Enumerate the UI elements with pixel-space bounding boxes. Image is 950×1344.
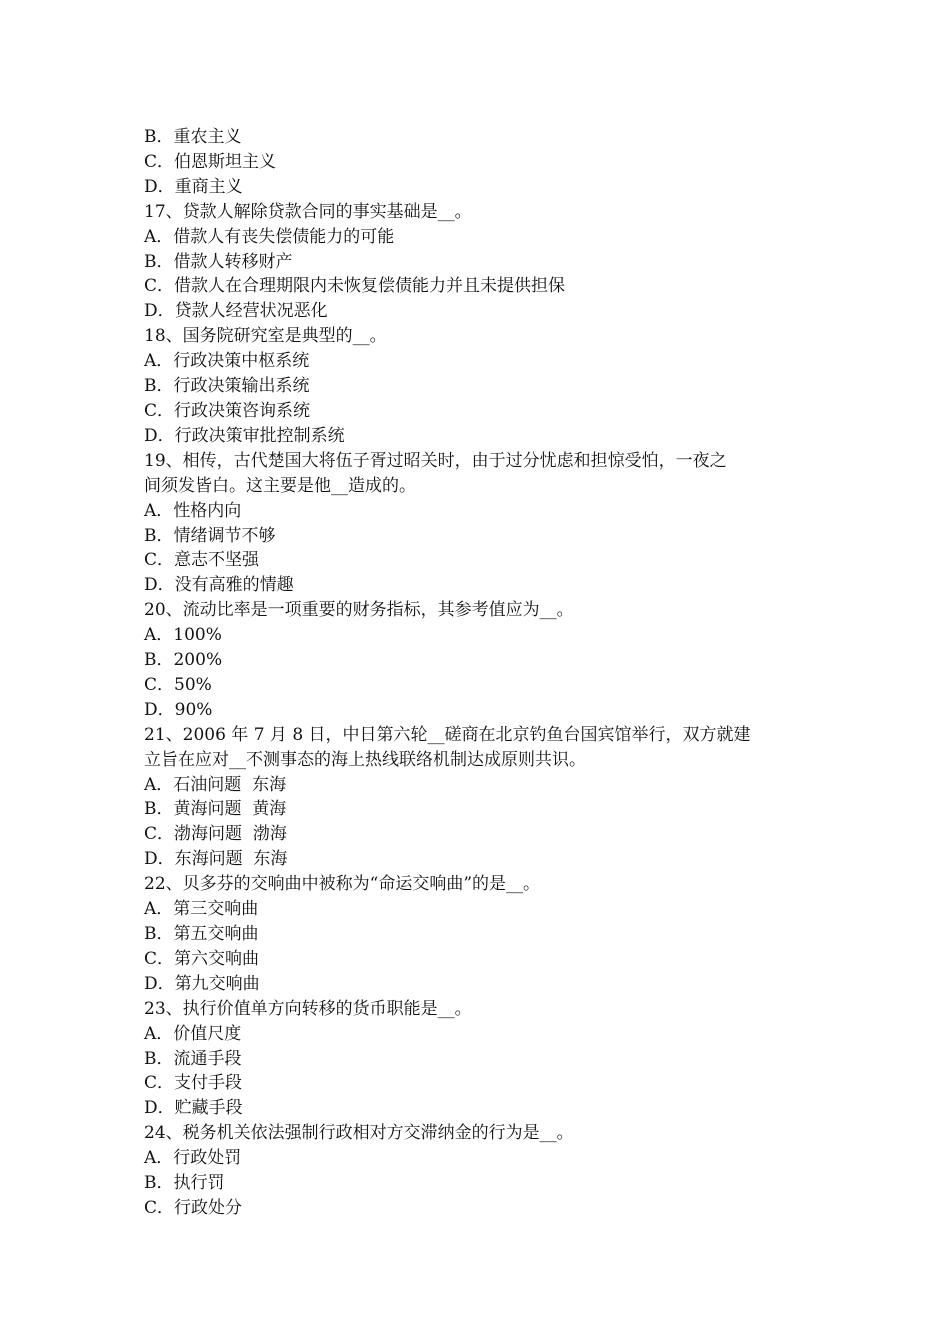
text-line: C．意志不坚强 (144, 550, 260, 571)
question-line: 19、相传，古代楚国大将伍子胥过昭关时，由于过分忧虑和担惊受怕，一夜之 (144, 450, 727, 471)
text-line: D．行政决策审批控制系统 (144, 425, 345, 446)
text-line: A．石油问题 东海 (144, 774, 287, 795)
text-line: A．借款人有丧失偿债能力的可能 (144, 226, 395, 247)
text-line: D．东海问题 东海 (144, 849, 288, 870)
text-line: B．第五交响曲 (144, 924, 259, 944)
text-line: B．黄海问题 黄海 (144, 799, 287, 820)
question-line: 22、贝多芬的交响曲中被称为“命运交响曲”的是__。 (144, 874, 541, 895)
text-line: A．性格内向 (144, 500, 242, 521)
question-line: 17、贷款人解除贷款合同的事实基础是__。 (144, 201, 472, 222)
text-line: B．重农主义 (144, 127, 242, 147)
text-line: C．借款人在合理期限内未恢复偿债能力并且未提供担保 (144, 276, 566, 297)
text-line: C．支付手段 (144, 1073, 243, 1094)
text-line: A．100% (144, 625, 222, 646)
text-line: B．200% (144, 650, 223, 671)
text-line: A．行政处罚 (144, 1148, 242, 1169)
text-line: D．重商主义 (144, 176, 243, 197)
text-line: D．90% (144, 699, 213, 720)
text-line: A．价值尺度 (144, 1023, 242, 1044)
text-line: D．贷款人经营状况恶化 (144, 301, 328, 322)
text-line: A．第三交响曲 (144, 899, 259, 920)
question-line: 间须发皆白。这主要是他__造成的。 (144, 475, 416, 496)
question-line: 18、国务院研究室是典型的__。 (144, 326, 387, 347)
question-line: 23、执行价值单方向转移的货币职能是__。 (144, 998, 472, 1019)
text-line: D．第九交响曲 (144, 973, 260, 994)
question-line: 立旨在应对__不测事态的海上热线联络机制达成原则共识。 (144, 749, 586, 770)
text-line: B．流通手段 (144, 1048, 242, 1069)
text-line: B．执行罚 (144, 1173, 225, 1194)
question-line: 21、2006 年 7 月 8 日，中日第六轮__磋商在北京钓鱼台国宾馆举行，双方就建 (144, 724, 751, 745)
text-line: A．行政决策中枢系统 (144, 351, 310, 372)
text-line: C．第六交响曲 (144, 948, 260, 969)
text-line: B．情绪调节不够 (144, 525, 276, 546)
text-line: B．行政决策输出系统 (144, 376, 310, 397)
text-line: B．借款人转移财产 (144, 251, 293, 272)
question-line: 20、流动比率是一项重要的财务指标，其参考值应为__。 (144, 600, 574, 621)
text-line: D．贮藏手段 (144, 1098, 243, 1119)
question-line: 24、税务机关依法强制行政相对方交滞纳金的行为是__。 (144, 1123, 574, 1144)
text-line: C．50% (144, 674, 212, 695)
text-line: C．行政决策咨询系统 (144, 400, 311, 421)
text-line: C．行政处分 (144, 1197, 243, 1218)
text-line: C．伯恩斯坦主义 (144, 151, 277, 172)
text-line: D．没有高雅的情趣 (144, 575, 294, 596)
text-line: C．渤海问题 渤海 (144, 824, 287, 845)
